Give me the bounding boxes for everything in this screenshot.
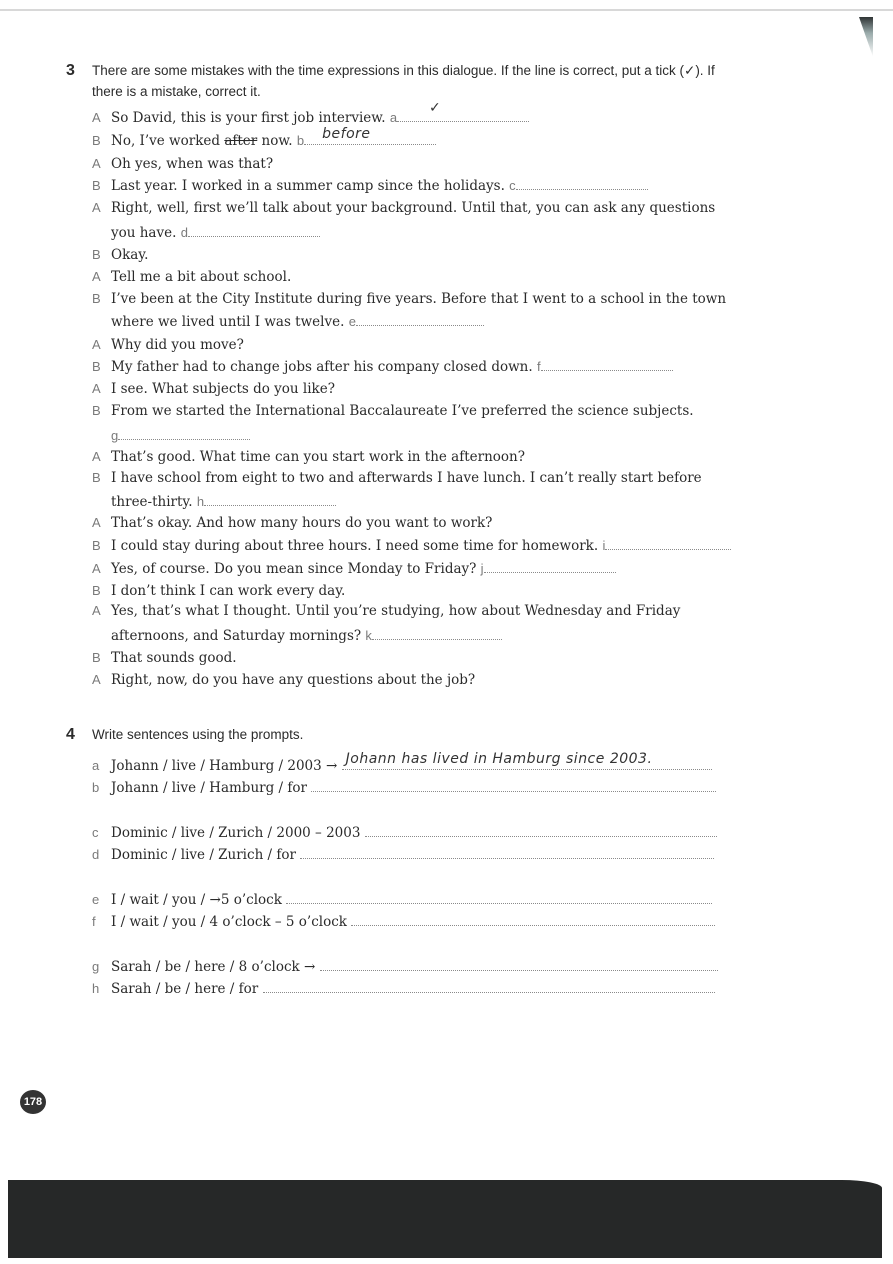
handwritten-answer: Johann has lived in Hamburg since 2003.: [345, 751, 653, 767]
speaker-label: B: [92, 133, 101, 148]
speaker-label: B: [92, 178, 101, 193]
scanner-dark-edge: [8, 1180, 882, 1258]
answer-field[interactable]: [516, 177, 648, 190]
exercise-instruction: Write sentences using the prompts.: [92, 727, 304, 742]
prompt-text: Sarah / be / here / 8 o’clock →: [111, 959, 316, 975]
speaker-label: A: [92, 110, 101, 125]
speaker-label: B: [92, 538, 101, 553]
answer-label: b: [296, 133, 305, 148]
item-label: b: [92, 780, 100, 795]
answer-field[interactable]: [484, 560, 616, 573]
dialogue-line: [92, 446, 525, 468]
answer-field[interactable]: [304, 126, 436, 145]
line-text: Right, now, do you have any questions about the job?: [111, 672, 476, 688]
line-text: Oh yes, when was that?: [111, 156, 274, 172]
item-label: d: [92, 847, 100, 862]
answer-field[interactable]: [356, 313, 484, 326]
item-label: c: [92, 825, 99, 840]
answer-field[interactable]: [342, 751, 712, 770]
line-text: From we started the International Baccalaureate I’ve preferred the science subjects.: [111, 403, 694, 419]
prompt-item: [92, 911, 715, 933]
answer-field[interactable]: [605, 537, 731, 550]
item-label: f: [92, 914, 96, 929]
line-text: Tell me a bit about school.: [111, 269, 292, 285]
dialogue-line-continued: [92, 222, 320, 244]
line-text: I see. What subjects do you like?: [111, 381, 335, 397]
page-corner-shadow: [859, 17, 873, 57]
answer-label: f: [536, 359, 541, 374]
prompt-text: I / wait / you / 4 o’clock – 5 o’clock: [111, 914, 347, 930]
item-label: e: [92, 892, 100, 907]
answer-label: g: [111, 428, 119, 443]
prompt-item: [92, 844, 714, 866]
dialogue-line: [92, 647, 237, 669]
answer-field[interactable]: [188, 224, 320, 237]
prompt-text: Dominic / live / Zurich / 2000 – 2003: [111, 825, 361, 841]
answer-label: i: [602, 538, 606, 553]
handwritten-answer: ✓: [429, 100, 442, 116]
prompt-item: [92, 956, 718, 978]
dialogue-line: [92, 378, 335, 400]
answer-field[interactable]: [365, 824, 717, 837]
line-text: Yes, that’s what I thought. Until you’re studying, how about Wednesday and Friday: [111, 603, 681, 619]
speaker-label: B: [92, 359, 101, 374]
dialogue-line-continued: [92, 311, 484, 333]
answer-label: e: [348, 314, 356, 329]
speaker-label: B: [92, 247, 101, 262]
exercise-number: 3: [66, 62, 75, 79]
line-text: three-thirty.: [111, 494, 193, 510]
dialogue-line: [92, 334, 244, 356]
line-text: I don’t think I can work every day.: [111, 583, 346, 599]
answer-field[interactable]: [541, 358, 673, 371]
prompt-item: [92, 978, 715, 1000]
answer-label: j: [480, 561, 484, 576]
answer-field[interactable]: [351, 913, 715, 926]
dialogue-line: [92, 197, 715, 219]
prompt-text: I / wait / you / →5 o’clock: [111, 892, 282, 908]
dialogue-line: [92, 669, 475, 691]
dialogue-line: [92, 288, 726, 310]
answer-label: d: [180, 225, 188, 240]
speaker-label: A: [92, 200, 101, 215]
answer-label: c: [509, 178, 516, 193]
dialogue-line: [92, 558, 616, 580]
answer-field[interactable]: [300, 846, 714, 859]
prompt-text: Dominic / live / Zurich / for: [111, 847, 296, 863]
dialogue-line: [92, 535, 731, 557]
item-label: a: [92, 758, 100, 773]
line-text: Last year. I worked in a summer camp since the holidays.: [111, 178, 505, 194]
dialogue-line: [92, 244, 148, 266]
prompt-item: [92, 822, 717, 844]
answer-label: h: [196, 494, 205, 509]
dialogue-line: [92, 126, 436, 152]
line-text: where we lived until I was twelve.: [111, 314, 345, 330]
speaker-label: A: [92, 449, 101, 464]
page-number-badge: 178: [20, 1090, 46, 1114]
speaker-label: A: [92, 269, 101, 284]
speaker-label: B: [92, 650, 101, 665]
speaker-label: A: [92, 156, 101, 171]
line-text: I could stay during about three hours. I need some time for homework.: [111, 538, 599, 554]
line-text: I’ve been at the City Institute during five years. Before that I went to a school in the town: [111, 291, 727, 307]
dialogue-line: [92, 400, 694, 422]
line-text: No, I’ve worked: [111, 133, 221, 149]
dialogue-line: [92, 600, 680, 622]
dialogue-line: [92, 266, 291, 288]
prompt-item: [92, 777, 716, 799]
answer-field[interactable]: [286, 891, 712, 904]
speaker-label: B: [92, 403, 101, 418]
speaker-label: B: [92, 470, 101, 485]
answer-field[interactable]: [118, 427, 250, 440]
exercise-4-heading: [66, 724, 732, 745]
item-label: h: [92, 981, 100, 996]
dialogue-line-continued: [92, 425, 250, 447]
dialogue-line: [92, 356, 673, 378]
exercise-instruction: There are some mistakes with the time expressions in this dialogue. If the line is correct, put a tick (✓). If there is a mistake, correct it.: [92, 63, 715, 99]
answer-label: a: [389, 110, 398, 125]
line-text: now.: [261, 133, 293, 149]
exercise-3-heading: [66, 60, 732, 102]
answer-field[interactable]: [397, 100, 529, 122]
speaker-label: B: [92, 583, 101, 598]
prompt-text: Johann / live / Hamburg / 2003 →: [111, 758, 338, 774]
prompt-text: Sarah / be / here / for: [111, 981, 259, 997]
answer-field[interactable]: [263, 980, 715, 993]
answer-label: k: [365, 628, 372, 643]
line-text: My father had to change jobs after his company closed down.: [111, 359, 533, 375]
line-text: So David, this is your first job interview.: [111, 110, 386, 126]
dialogue-line: [92, 100, 529, 129]
exercise-number: 4: [66, 726, 75, 743]
speaker-label: A: [92, 515, 101, 530]
speaker-label: A: [92, 561, 101, 576]
prompt-text: Johann / live / Hamburg / for: [111, 780, 307, 796]
line-text: I have school from eight to two and afterwards I have lunch. I can’t really start before: [111, 470, 702, 486]
dialogue-line: [92, 153, 273, 175]
speaker-label: B: [92, 291, 101, 306]
struck-word: after: [224, 133, 258, 149]
answer-field[interactable]: [372, 627, 502, 640]
line-text: Yes, of course. Do you mean since Monday to Friday?: [111, 561, 477, 577]
line-text: Okay.: [111, 247, 149, 263]
dialogue-line-continued: [92, 491, 336, 513]
handwritten-answer: before: [322, 126, 371, 142]
speaker-label: A: [92, 672, 101, 687]
answer-field[interactable]: [204, 493, 336, 506]
line-text: That sounds good.: [111, 650, 237, 666]
answer-field[interactable]: [320, 958, 718, 971]
scan-top-edge: [0, 9, 893, 11]
line-text: you have.: [111, 225, 177, 241]
dialogue-line-continued: [92, 625, 502, 647]
line-text: That’s good. What time can you start work in the afternoon?: [111, 449, 525, 465]
line-text: afternoons, and Saturday mornings?: [111, 628, 362, 644]
line-text: Right, well, first we’ll talk about your background. Until that, you can ask any questions: [111, 200, 716, 216]
dialogue-line: [92, 175, 648, 197]
item-label: g: [92, 959, 100, 974]
speaker-label: A: [92, 381, 101, 396]
dialogue-line: [92, 467, 702, 489]
dialogue-line: [92, 512, 492, 534]
line-text: Why did you move?: [111, 337, 244, 353]
speaker-label: A: [92, 337, 101, 352]
prompt-item: [92, 751, 712, 777]
line-text: That’s okay. And how many hours do you want to work?: [111, 515, 493, 531]
speaker-label: A: [92, 603, 101, 618]
dialogue-line: [92, 580, 345, 602]
answer-field[interactable]: [311, 779, 716, 792]
prompt-item: [92, 889, 712, 911]
